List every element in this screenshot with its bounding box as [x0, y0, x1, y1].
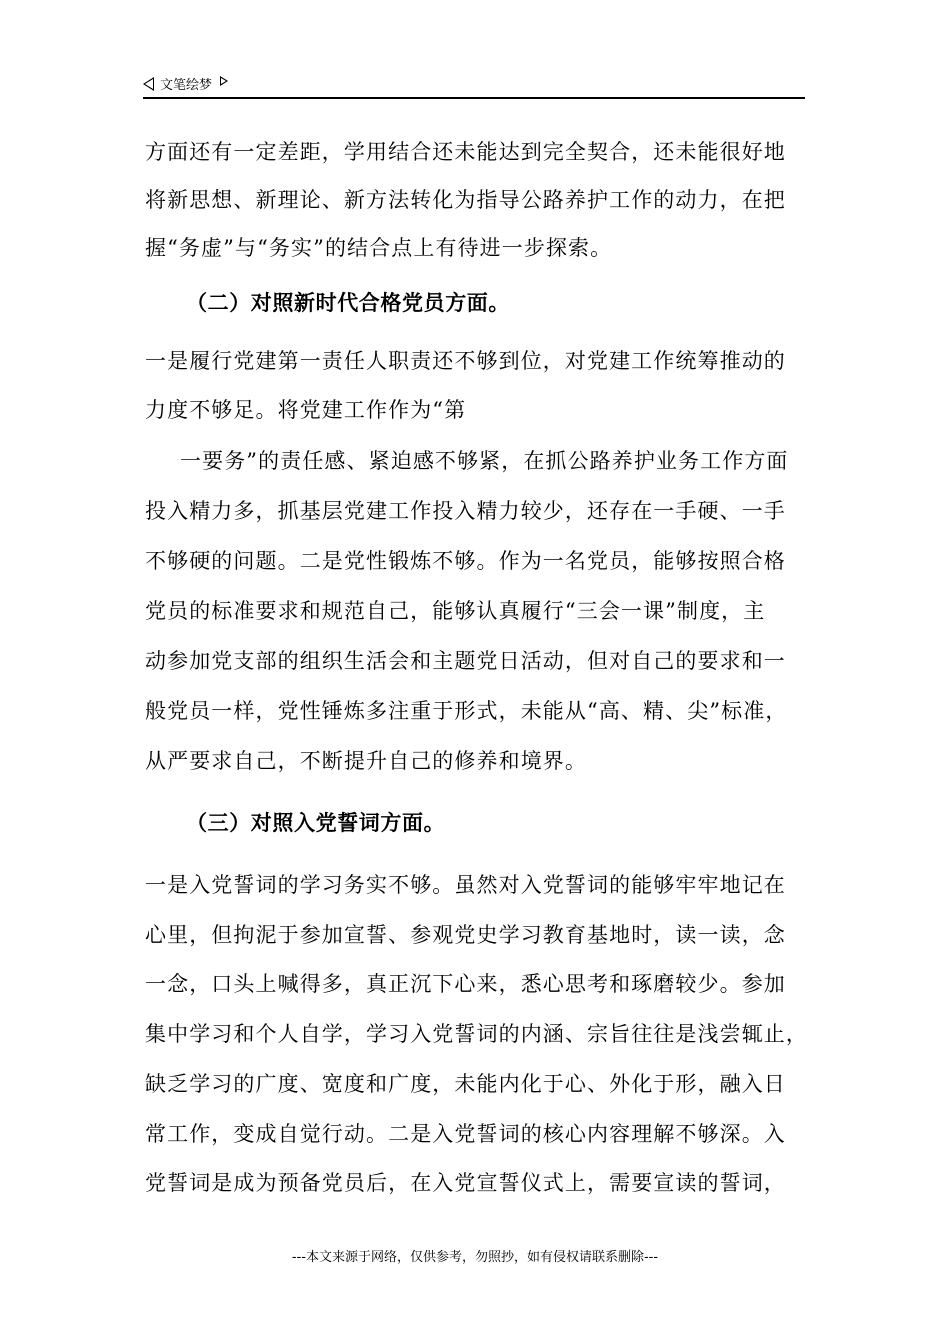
text-line: 一是入党誓词的学习务实不够。虽然对入党誓词的能够牢牢地记在: [145, 873, 786, 897]
text-line: 从严要求自己，不断提升自己的修养和境界。: [145, 749, 587, 773]
text-line: 将新思想、新理论、新方法转化为指导公路养护工作的动力，在把: [145, 188, 786, 212]
brand-name: 文笔绘梦: [160, 78, 213, 93]
text-line: 力度不够足。将党建工作作为“第: [145, 398, 467, 422]
text-line: 握“务虚”与“务实”的结合点上有待进一步探索。: [145, 236, 613, 260]
text-line: 不够硬的问题。二是党性锻炼不够。作为一名党员，能够按照合格: [145, 549, 786, 573]
text-line: 缺乏学习的广度、宽度和广度，未能内化于心、外化于形，融入日: [145, 1072, 786, 1096]
text-line: 一要务”的责任感、紧迫感不够紧，在抓公路养护业务工作方面: [180, 449, 789, 473]
text-line: 党员的标准要求和规范自己，能够认真履行“三会一课”制度，主: [145, 599, 766, 623]
page-header: [143, 72, 805, 99]
section-heading: （三）对照入党誓词方面。: [186, 810, 446, 835]
triangle-right-icon: [220, 76, 228, 86]
text-line: 集中学习和个人自学，学习入党誓词的内涵、宗旨往往是浅尝辄止，: [145, 1022, 808, 1046]
triangle-left-icon: [143, 77, 154, 91]
brand: [143, 74, 228, 93]
text-line: 常工作，变成自觉行动。二是入党誓词的核心内容理解不够深。入: [145, 1122, 786, 1146]
text-line: 一念，口头上喊得多，真正沉下心来，悉心思考和琢磨较少。参加: [145, 972, 786, 996]
text-line: 一是履行党建第一责任人职责还不够到位，对党建工作统筹推动的: [145, 349, 786, 373]
text-line: 投入精力多，抓基层党建工作投入精力较少，还存在一手硬、一手: [145, 499, 786, 523]
footer-disclaimer: ---本文来源于网络，仅供参考，勿照抄，如有侵权请联系删除---: [291, 1250, 659, 1265]
section-heading: （二）对照新时代合格党员方面。: [186, 290, 510, 315]
text-line: 党誓词是成为预备党员后，在入党宣誓仪式上，需要宣读的誓词，: [145, 1171, 786, 1195]
text-line: 般党员一样，党性锤炼多注重于形式，未能从“高、精、尖”标准，: [145, 699, 788, 723]
text-line: 动参加党支部的组织生活会和主题党日活动，但对自己的要求和一: [145, 649, 786, 673]
text-line: 方面还有一定差距，学用结合还未能达到完全契合，还未能很好地: [145, 140, 786, 164]
text-line: 心里，但拘泥于参加宣誓、参观党史学习教育基地时，读一读，念: [145, 923, 786, 947]
